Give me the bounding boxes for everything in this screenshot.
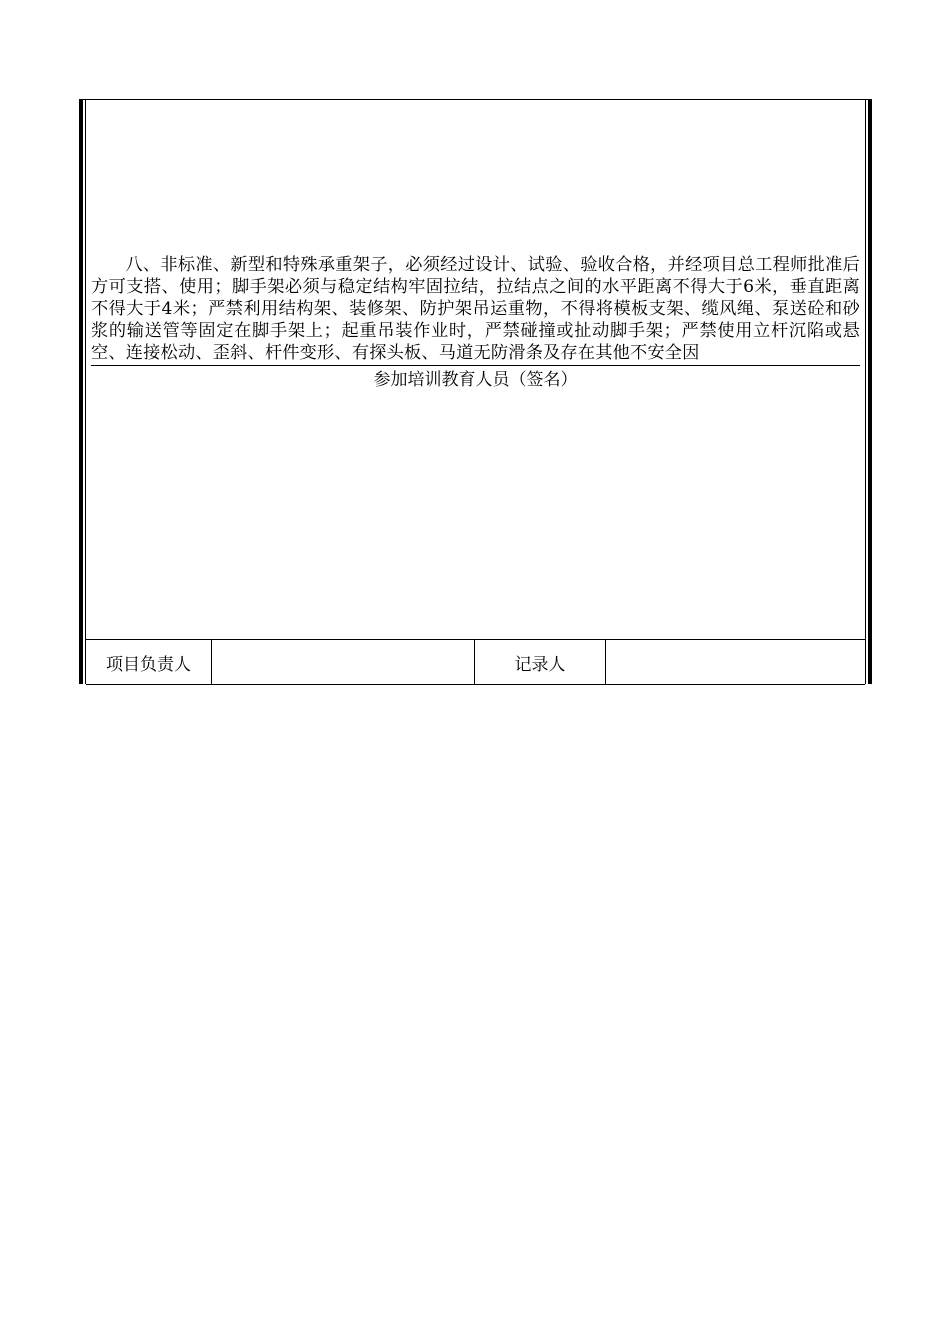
project-lead-label: 项目负责人 — [86, 640, 212, 684]
content-area — [87, 99, 864, 639]
recorder-label: 记录人 — [475, 640, 606, 684]
recorder-field[interactable] — [606, 640, 865, 684]
project-lead-field[interactable] — [212, 640, 475, 684]
overlapping-rule-line — [91, 365, 860, 366]
form-outer-border-right — [868, 99, 872, 684]
form-outer-border-left — [79, 99, 83, 684]
training-record-form — [79, 99, 872, 684]
footer-row — [86, 639, 865, 685]
form-inner-border-left — [85, 99, 86, 684]
safety-rule-paragraph: 八、非标准、新型和特殊承重架子，必须经过设计、试验、验收合格，并经项目总工程师批准后方可支搭、使用；脚手架必须与稳定结构牢固拉结，拉结点之间的水平距离不得大于6米，垂直距离不得大于4米；严禁利用结构架、装修架、防护架吊运重物，不得将模板支架、缆风绳、泵送砼和砂浆的输送管等固定在脚手架上；起重吊装作业时，严禁碰撞或扯动脚手架；严禁使用立杆沉陷或悬空、连接松动、歪斜、杆件变形、有探头板、马道无防滑条及存在其他不安全因 — [91, 255, 860, 363]
form-inner-border-right — [865, 99, 866, 684]
signature-section-label: 参加培训教育人员（签名） — [373, 370, 578, 390]
